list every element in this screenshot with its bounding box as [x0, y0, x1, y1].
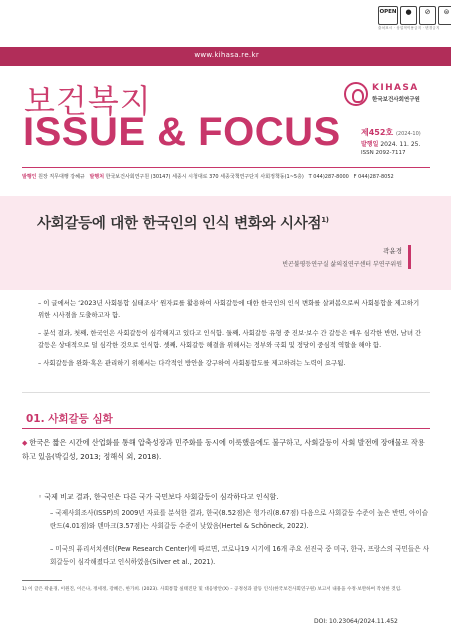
diamond-bullet-icon: ◆	[22, 439, 28, 447]
badges-caption: 출처표시 · 상업적이용금지 · 변경금지	[378, 26, 440, 30]
summary-item: – 사회갈등을 완화·혹은 관리하기 위해서는 다각적인 방안을 강구하여 사회통합도를 제고하려는 노력이 요구됨.	[38, 359, 346, 368]
section-subpoint: – 미국의 퓨리서치센터(Pew Research Center)에 따르면, 코로나19 시기에 16개 주요 선진국 중 미국, 한국, 프랑스의 국민들은 사회갈등이 심각해졌다고 인식하였음(Silver et al., 2021).	[50, 545, 430, 566]
url-bar	[0, 47, 451, 66]
series-title-english: ISSUE & FOCUS	[23, 110, 341, 154]
author-accent-bar	[408, 245, 411, 269]
site-url[interactable]: www.kihasa.re.kr	[194, 51, 259, 59]
summary-divider	[22, 392, 430, 393]
summary-list	[38, 298, 426, 377]
org-abbr: KIHASA	[372, 83, 419, 93]
author-affiliation: 빈곤불평등연구실 삶의질연구센터 부연구위원	[282, 261, 402, 268]
issn: ISSN 2092-7117	[361, 150, 406, 156]
footnote: 1) 이 글은 곽윤경, 이원진, 이은나, 정세정, 강혜은, 한가희. (2023). 사회통합 실태진단 및 대응방안(X) – 공정성과 갈등 인식(한국보건사회연구원) 보고서 내용을 수정·보완하여 작성한 것임.	[22, 587, 402, 592]
license-badges	[378, 6, 451, 25]
section-lead: ◆ 한국은 짧은 시간에 산업화를 통해 압축성장과 민주화를 동시에 이룩했음에도 불구하고, 사회갈등이 사회 발전에 장애물로 작용하고 있음(박길성, 2013; 정해식 외, 2018).	[22, 438, 425, 461]
summary-item: – 분석 결과, 첫째, 한국인은 사회갈등이 심각해지고 있다고 인식함. 둘째, 사회갈등 유형 중 진보·보수 간 갈등은 매우 심각한 반면, 남녀 간 갈등은 상대적으로 덜 심각한 것으로 인식함. 셋째, 사회갈등 해결을 위해서는 정부와 국회 및 정당이 중심적 역할을 해야 함.	[38, 329, 422, 349]
noncommercial-icon: ⊘	[419, 6, 436, 25]
kihasa-logo-icon	[344, 82, 368, 106]
attribution-icon: ●	[400, 6, 417, 25]
author-name: 곽윤경	[383, 247, 402, 255]
issue-number: 제452호 (2024-10)	[361, 128, 421, 137]
article-title: 사회갈등에 대한 한국인의 인식 변화와 시사점$^{1)}$	[37, 216, 329, 232]
series-title-korean: 보건복지	[24, 82, 152, 120]
doi[interactable]: DOI: 10.23064/2024.11.452	[314, 618, 398, 625]
header-divider	[22, 167, 430, 168]
footnote-divider	[22, 580, 62, 581]
article-title-box	[0, 196, 451, 290]
section-title: 01. 사회갈등 심화	[26, 413, 113, 425]
summary-item: – 이 글에서는 ‘2023년 사회통합 실태조사’ 원자료를 활용하여 사회갈등에 대한 한국인의 인식 변화를 살펴봄으로써 사회통합을 제고하기 위한 시사점을 도출하고자 함.	[38, 299, 420, 319]
section-divider	[22, 428, 430, 429]
issue-date: 발행일 2024. 11. 25.	[361, 141, 421, 148]
no-derivatives-icon: ⊜	[438, 6, 451, 25]
org-name: 한국보건사회연구원	[372, 97, 420, 103]
section-subpoint: – 국제사회조사(ISSP)의 2009년 자료를 분석한 결과, 한국(8.52점)은 헝가리(8.67점) 다음으로 사회갈등 수준이 높은 반면, 아이슬란드(4.01점)와 덴마크(3.57점)는 사회갈등 수준이 낮았음(Hertel & Schöneck, 2022).	[50, 509, 429, 530]
publisher-line: 발행인 원장 직무대행 강혜규 발행처 한국보건사회연구원 (30147) 세종시 시청대로 370 세종국책연구단지 사회정책동(1~5층) T 044)287-8000 F 044)287-8052	[22, 174, 394, 180]
section-point: ◦ 국제 비교 결과, 한국인은 다른 국가 국민보다 사회갈등이 심각하다고 인식함.	[38, 493, 279, 501]
open-badge: OPEN	[378, 6, 398, 25]
